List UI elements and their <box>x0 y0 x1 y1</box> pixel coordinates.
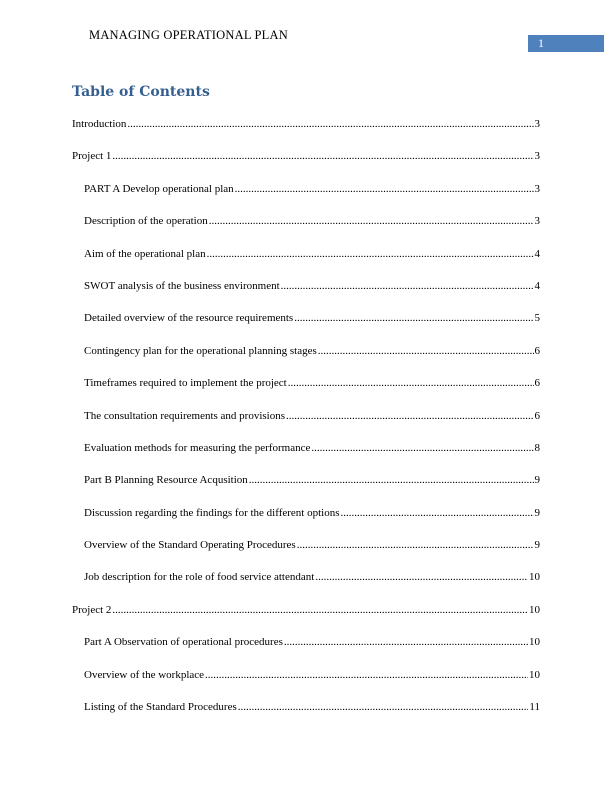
toc-entry-page[interactable]: 10 <box>529 668 540 681</box>
toc-entry-label[interactable]: Overview of the Standard Operating Procedures <box>84 539 296 552</box>
toc-entry-label[interactable]: Job description for the role of food service attendant <box>84 571 315 584</box>
toc-entry[interactable] <box>72 248 540 280</box>
toc-entry-page[interactable]: 9 <box>534 539 540 552</box>
toc-entry-label[interactable]: SWOT analysis of the business environment <box>84 279 280 292</box>
toc-entry-page[interactable]: 11 <box>529 701 540 714</box>
toc-entry[interactable] <box>72 377 540 409</box>
toc-dot-leader <box>318 345 534 357</box>
toc-entry-label[interactable]: PART A Develop operational plan <box>84 182 234 195</box>
toc-entry-page[interactable]: 8 <box>534 441 540 454</box>
toc-entry[interactable] <box>72 118 540 150</box>
toc-dot-leader <box>112 150 533 162</box>
toc-entry-page[interactable]: 6 <box>534 377 540 390</box>
toc-entry[interactable] <box>72 701 540 733</box>
toc-entry-label[interactable]: Part A Observation of operational procedures <box>84 636 283 649</box>
toc-entry-label[interactable]: Evaluation methods for measuring the performance <box>84 441 311 454</box>
toc-entry-label[interactable]: Timeframes required to implement the project <box>84 377 287 390</box>
page-number-badge <box>528 35 604 52</box>
toc-entry-page[interactable]: 9 <box>534 474 540 487</box>
toc-heading: Table of Contents <box>72 84 210 100</box>
toc-dot-leader <box>288 377 534 389</box>
toc-entry[interactable] <box>72 539 540 571</box>
page-number: 1 <box>538 36 544 50</box>
toc-entry[interactable] <box>72 442 540 474</box>
toc-entry-page[interactable]: 5 <box>534 312 540 325</box>
toc-entry[interactable] <box>72 280 540 312</box>
toc-entry-label[interactable]: Contingency plan for the operational planning stages <box>84 344 317 357</box>
toc-entry-page[interactable]: 10 <box>529 571 540 584</box>
toc-entry-label[interactable]: Detailed overview of the resource requirements <box>84 312 294 325</box>
toc-entry[interactable] <box>72 410 540 442</box>
toc-entry[interactable] <box>72 474 540 506</box>
toc-dot-leader <box>127 118 533 130</box>
toc-entry-page[interactable]: 10 <box>529 603 540 616</box>
toc-entry[interactable] <box>72 571 540 603</box>
toc-dot-leader <box>284 636 528 648</box>
toc-entry-label[interactable]: Discussion regarding the findings for the different options <box>84 506 340 519</box>
toc-dot-leader <box>249 474 534 486</box>
toc-entry-page[interactable]: 4 <box>534 247 540 260</box>
table-of-contents <box>72 118 540 733</box>
toc-dot-leader <box>297 539 534 551</box>
toc-entry-page[interactable]: 3 <box>534 118 540 130</box>
toc-entry[interactable] <box>72 150 540 182</box>
toc-entry-page[interactable]: 3 <box>534 182 540 195</box>
toc-dot-leader <box>207 248 534 260</box>
toc-entry-page[interactable]: 10 <box>529 636 540 649</box>
toc-dot-leader <box>341 507 534 519</box>
toc-dot-leader <box>281 280 534 292</box>
toc-entry-label[interactable]: Introduction <box>72 118 127 130</box>
toc-dot-leader <box>235 183 534 195</box>
toc-dot-leader <box>238 701 529 713</box>
toc-entry-page[interactable]: 9 <box>534 506 540 519</box>
toc-entry-label[interactable]: Overview of the workplace <box>84 668 205 681</box>
toc-entry-page[interactable]: 6 <box>534 344 540 357</box>
toc-entry-label[interactable]: Description of the operation <box>84 215 208 228</box>
toc-entry-label[interactable]: Project 2 <box>72 603 112 616</box>
toc-entry-label[interactable]: Project 1 <box>72 150 112 163</box>
toc-entry[interactable] <box>72 604 540 636</box>
toc-entry-page[interactable]: 3 <box>534 215 540 228</box>
toc-entry[interactable] <box>72 312 540 344</box>
toc-entry-label[interactable]: Aim of the operational plan <box>84 247 206 260</box>
toc-dot-leader <box>286 410 533 422</box>
toc-entry-page[interactable]: 3 <box>534 150 540 163</box>
toc-dot-leader <box>294 312 533 324</box>
toc-dot-leader <box>315 571 528 583</box>
toc-dot-leader <box>311 442 533 454</box>
toc-entry[interactable] <box>72 215 540 247</box>
toc-entry-label[interactable]: Listing of the Standard Procedures <box>84 701 237 714</box>
toc-entry[interactable] <box>72 669 540 701</box>
toc-entry-page[interactable]: 4 <box>534 279 540 292</box>
toc-entry-label[interactable]: Part B Planning Resource Acqusition <box>84 474 248 487</box>
toc-dot-leader <box>205 669 528 681</box>
running-header: MANAGING OPERATIONAL PLAN <box>89 28 288 42</box>
toc-dot-leader <box>112 604 528 616</box>
toc-entry[interactable] <box>72 345 540 377</box>
toc-entry-page[interactable]: 6 <box>534 409 540 422</box>
toc-entry[interactable] <box>72 183 540 215</box>
toc-entry[interactable] <box>72 507 540 539</box>
toc-dot-leader <box>209 215 534 227</box>
toc-entry-label[interactable]: The consultation requirements and provisions <box>84 409 286 422</box>
toc-entry[interactable] <box>72 636 540 668</box>
